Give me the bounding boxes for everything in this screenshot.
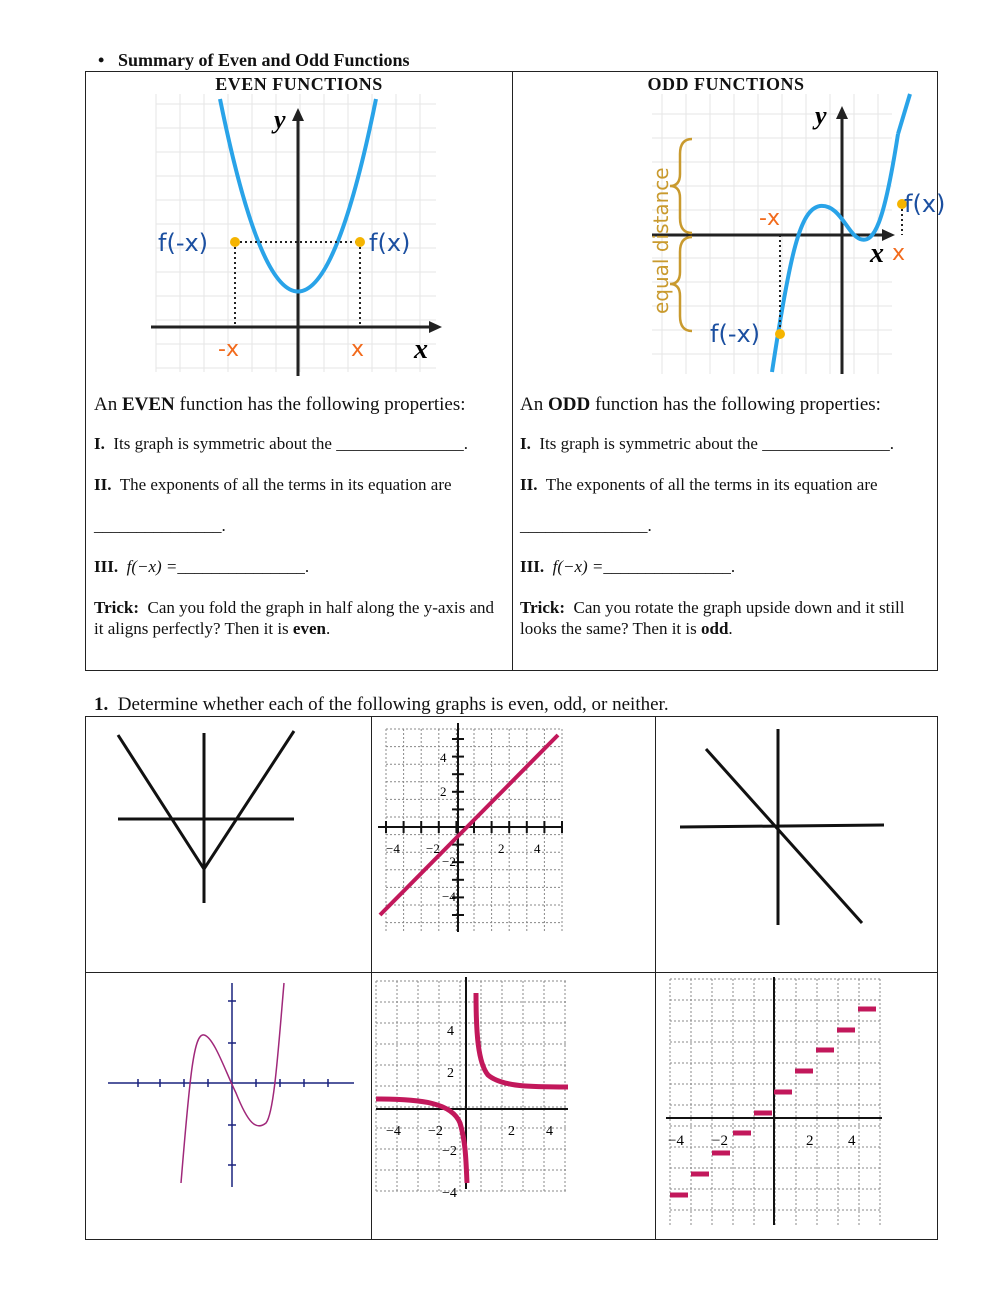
odd-prop-1: I. Its graph is symmetric about the _______________. [520,434,894,453]
odd-lower-brace [670,237,692,331]
odd-prop-2-blank: _______________. [520,516,652,535]
section-heading [98,50,410,71]
graph-e-ytick-2: 2 [447,1066,454,1081]
graph-f-xtick-4: 4 [848,1133,856,1149]
odd-side-label: equal distance [649,167,673,314]
odd-header: ODD FUNCTIONS [647,74,805,94]
section-title: Summary of Even and Odd Functions [118,50,410,70]
odd-prop-3: III. f(−x) =_______________. [520,557,736,576]
even-prop-3: III. f(−x) =_______________. [94,557,310,576]
odd-intro: An ODD function has the following properties: [520,394,881,415]
odd-properties [520,394,934,659]
graph-b-xtick-2: 2 [498,841,505,856]
graph-e-ytick-m2: −2 [442,1144,457,1159]
graph-b-xtick-m4: −4 [386,841,400,856]
even-properties [94,394,504,659]
graph-d [86,973,370,1239]
even-y-arrow [292,108,304,121]
question-text: Determine whether each of the following graphs is even, odd, or neither. [117,694,669,715]
even-x-arrow [429,321,442,333]
even-prop-1: I. Its graph is symmetric about the _______________. [94,434,468,453]
graph-e-ytick-m4: −4 [442,1186,457,1201]
odd-y-arrow [836,106,848,119]
odd-x-label: x [870,238,884,269]
even-graph [146,94,446,379]
question-number: 1. [94,694,109,715]
graph-b-ytick-m2: −2 [442,854,456,869]
even-fx-label: f(x) [369,229,411,257]
odd-point-left [775,329,785,339]
graph-b-xtick-4: 4 [534,841,541,856]
graph-b-ytick-4: 4 [440,750,447,765]
summary-table [85,71,946,671]
even-posx-label: x [351,337,365,362]
odd-fnx-label: f(-x) [710,320,761,348]
even-y-label: y [274,105,286,134]
graph-e-xtick-2: 2 [508,1124,515,1139]
graph-f-xtick-m4: −4 [668,1133,684,1149]
graph-b-ytick-2: 2 [440,784,447,799]
odd-posx-label: x [892,241,906,266]
even-point-left [230,237,240,247]
bullet-glyph: • [98,50,105,70]
graph-f [656,973,938,1239]
even-prop-2: II. The exponents of all the terms in its equation are [94,475,452,494]
graph-b-xtick-m2: −2 [426,841,440,856]
even-x-label: x [414,334,428,365]
graph-e-xtick-4: 4 [546,1124,553,1139]
graph-a-curve [118,731,294,869]
odd-graph [562,94,946,379]
graph-b-line [380,735,558,915]
question-1 [94,694,669,716]
graph-e [372,973,654,1239]
graph-e-right-branch [476,993,568,1087]
even-fnx-label: f(-x) [158,229,209,257]
even-trick: Trick: Can you fold the graph in half along the y-axis and it aligns perfectly? Then it is even. [94,598,495,638]
odd-y-label: y [815,101,827,130]
graph-e-xtick-m4: −4 [386,1124,401,1139]
even-point-right [355,237,365,247]
column-divider [512,72,513,670]
graph-b [372,717,654,971]
graphs-grid [85,716,938,1240]
even-header: EVEN FUNCTIONS [215,74,383,94]
graph-a [86,717,370,971]
odd-fx-label: f(x) [904,190,946,218]
odd-trick: Trick: Can you rotate the graph upside down and it still looks the same? Then it is odd. [520,598,905,638]
graph-c-line [706,749,862,923]
graph-c [656,717,938,971]
even-negx-label: -x [218,337,239,362]
odd-negx-label: -x [759,206,780,231]
graph-f-xtick-2: 2 [806,1133,814,1149]
graph-e-ytick-4: 4 [447,1024,454,1039]
graph-e-xtick-m2: −2 [428,1124,443,1139]
graph-b-ytick-m4: −4 [442,889,456,904]
graph-f-xtick-m2: −2 [712,1133,728,1149]
odd-prop-2: II. The exponents of all the terms in its equation are [520,475,878,494]
even-prop-2-blank: _______________. [94,516,226,535]
even-intro: An EVEN function has the following properties: [94,394,466,415]
